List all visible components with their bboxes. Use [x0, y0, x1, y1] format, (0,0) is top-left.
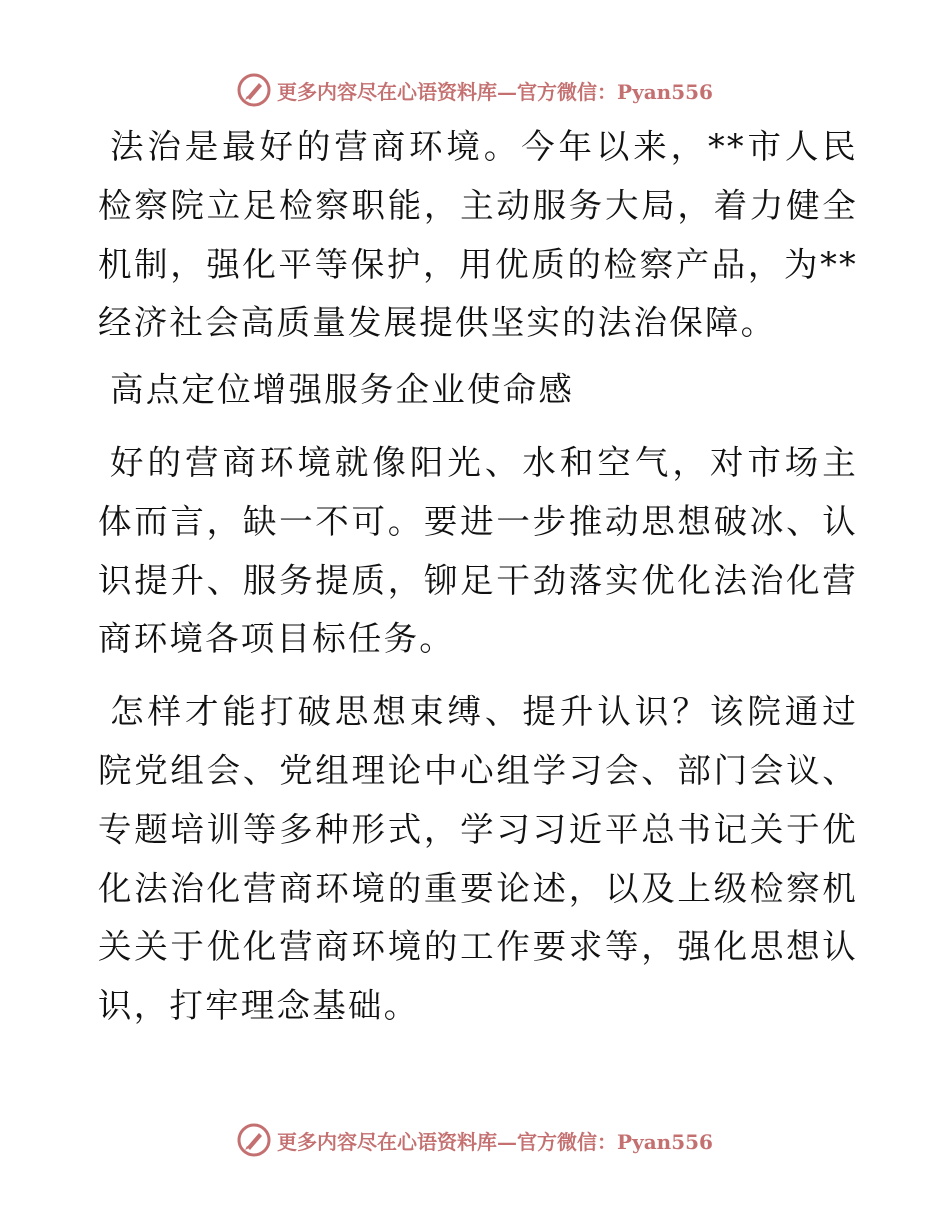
section-heading: 高点定位增强服务企业使命感 [110, 370, 575, 410]
page-header-banner [0, 70, 950, 110]
document-body [98, 118, 858, 1036]
paragraph-environment: 好的营商环境就像阳光、水和空气，对市场主体而言，缺一不可。要进一步推动思想破冰、认识提升、服务提质，铆足干劲落实优化法治化营商环境各项目标任务。 [98, 442, 858, 659]
paragraph-study: 怎样才能打破思想束缚、提升认识？该院通过院党组会、党组理论中心组学习会、部门会议、专题培训等多种形式，学习习近平总书记关于优化法治化营商环境的重要论述，以及上级检察机关关于优化营商环境的工作要求等，强化思想认识，打牢理念基础。 [98, 692, 858, 1026]
paragraph-intro: 法治是最好的营商环境。今年以来，**市人民检察院立足检察职能，主动服务大局，着力健全机制，强化平等保护，用优质的检察产品，为**经济社会高质量发展提供坚实的法治保障。 [98, 127, 858, 343]
pen-nib-logo-icon [237, 1123, 271, 1157]
page-footer-banner [0, 1120, 950, 1160]
pen-nib-logo-icon [237, 73, 271, 107]
footer-banner-text: 更多内容尽在心语资料库—官方微信：Pyan556 [277, 1129, 713, 1154]
header-banner-text: 更多内容尽在心语资料库—官方微信：Pyan556 [277, 79, 713, 104]
